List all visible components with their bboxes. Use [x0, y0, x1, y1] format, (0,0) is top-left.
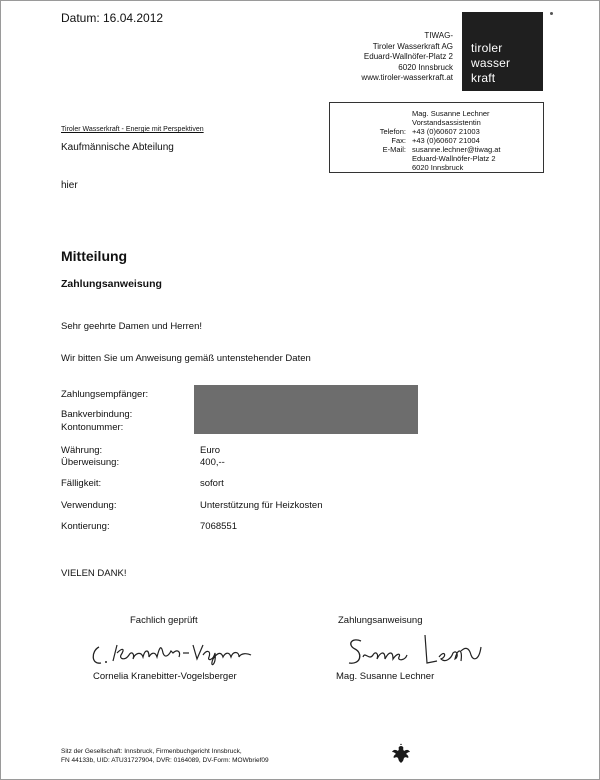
contact-city: 6020 Innsbruck [412, 163, 464, 172]
contact-street: Eduard-Wallnöfer-Platz 2 [412, 154, 496, 163]
contact-fax-label: Fax: [391, 136, 406, 145]
currency-label: Währung: [61, 445, 103, 456]
logo-text-line2: wasser [471, 56, 511, 70]
transfer-label: Überweisung: [61, 457, 120, 468]
footer-line2: FN 44133b, UID: ATU31727904, DVR: 0164089, DV-Form: MOWbrief09 [61, 757, 269, 764]
account-label: Kontonummer: [61, 422, 124, 433]
company-city: 6020 Innsbruck [398, 62, 453, 72]
account-code-label: Kontierung: [61, 521, 110, 532]
request-text: Wir bitten Sie um Anweisung gemäß untenstehender Daten [61, 353, 311, 364]
right-signature-heading: Zahlungsanweisung [338, 615, 423, 626]
greeting: Sehr geehrte Damen und Herren! [61, 321, 202, 332]
company-website: www.tiroler-wasserkraft.at [361, 73, 453, 82]
company-street: Eduard-Wallnöfer-Platz 2 [363, 52, 453, 61]
thanks-text: VIELEN DANK! [61, 568, 127, 579]
payee-label: Zahlungsempfänger: [61, 389, 149, 400]
letter-date: Datum: 16.04.2012 [61, 11, 164, 25]
due-value: sofort [200, 478, 224, 489]
tiroler-wasserkraft-logo [462, 12, 543, 91]
contact-phone: +43 (0)60607 21003 [412, 127, 480, 136]
contact-fax: +43 (0)60607 21004 [412, 136, 480, 145]
document-subtitle: Zahlungsanweisung [61, 278, 162, 290]
contact-name: Mag. Susanne Lechner [412, 109, 490, 118]
right-signature-icon [341, 627, 486, 673]
logo-text-line1: tiroler [471, 41, 503, 55]
currency-value: Euro [200, 445, 221, 456]
contact-role: Vorstandsassistentin [412, 118, 481, 127]
contact-box [329, 102, 544, 173]
document-title: Mitteilung [61, 248, 128, 264]
transfer-value: 400,-- [200, 457, 225, 468]
left-signer-name: Cornelia Kranebitter-Vogelsberger [93, 671, 237, 682]
redacted-bank-details [194, 385, 418, 434]
right-signer-name: Mag. Susanne Lechner [336, 671, 435, 682]
due-label: Fälligkeit: [61, 478, 102, 489]
account-code-value: 7068551 [200, 521, 237, 532]
tyrolean-eagle-icon [390, 743, 412, 765]
company-address [253, 31, 453, 84]
company-name-line1: TIWAG- [424, 31, 453, 40]
bank-label: Bankverbindung: [61, 409, 133, 420]
contact-email-label: E-Mail: [382, 145, 406, 154]
company-name-line2: Tiroler Wasserkraft AG [372, 41, 453, 51]
footer-line1: Sitz der Gesellschaft: Innsbruck, Firmenbuchgericht Innsbruck, [61, 748, 242, 755]
company-footer [61, 747, 269, 765]
recipient-location: hier [61, 180, 78, 191]
purpose-value: Unterstützung für Heizkosten [200, 500, 323, 511]
contact-email: susanne.lechner@tiwag.at [412, 145, 501, 154]
company-tagline: Tiroler Wasserkraft - Energie mit Perspektiven [61, 126, 204, 133]
left-signature-icon [89, 635, 259, 673]
recipient-department: Kaufmännische Abteilung [61, 142, 174, 153]
contact-phone-label: Telefon: [379, 127, 406, 136]
purpose-label: Verwendung: [61, 500, 117, 511]
left-signature-heading: Fachlich geprüft [130, 615, 198, 626]
logo-dot-icon [550, 12, 553, 15]
logo-text-line3: kraft [471, 71, 496, 85]
